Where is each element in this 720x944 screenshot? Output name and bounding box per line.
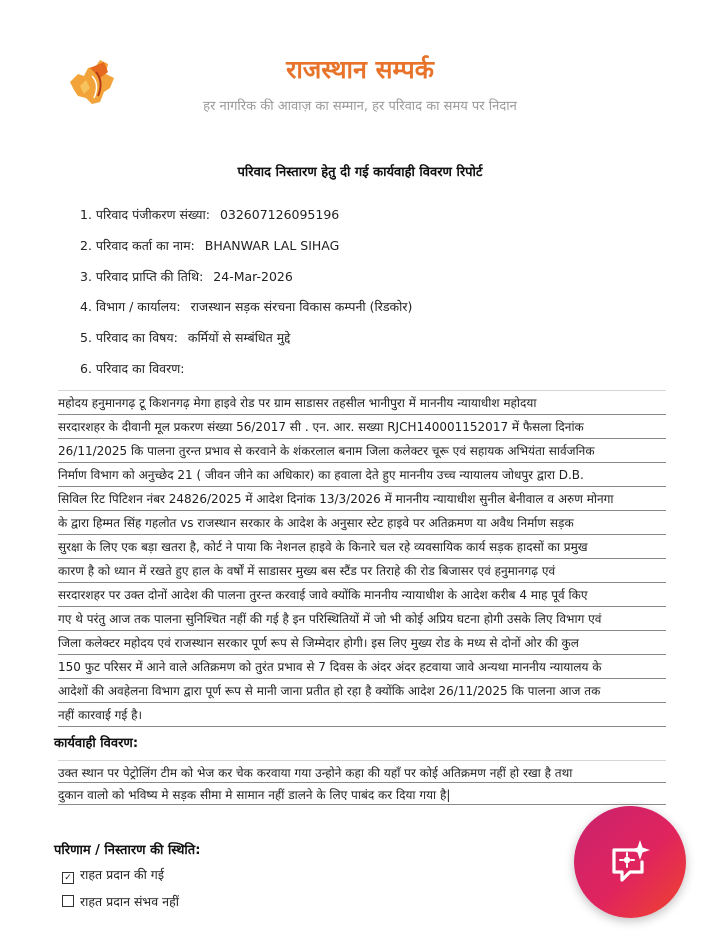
description-line: 26/11/2025 कि पालना तुरन्त प्रभाव से करवाने के शंकरलाल बनाम जिला कलेक्टर चूरू एवं सहायक अभियंता सार्वजनिक (58, 439, 666, 463)
action-heading: कार्यवाही विवरण: (54, 736, 139, 751)
result-heading: परिणाम / निस्तारण की स्थिति: (54, 843, 201, 858)
description-line: सुरक्षा के लिए एक बड़ा खतरा है, कोर्ट ने पाया कि नेशनल हाइवे के किनारे चल रहे व्यवसायिक कार्य सड़क हादसों का प्रमुख (58, 535, 666, 559)
description-line: सरदारशहर के दीवानी मूल प्रकरण संख्या 56/2017 सी . एन. आर. सख्या RJCH140001152017 में फैसला दिनांक (58, 415, 666, 439)
description-line: निर्माण विभाग को अनुच्छेद 21 ( जीवन जीने का अधिकार) का हवाला देते हुए माननीय उच्च न्यायालय जोधपुर द्वारा D.B. (58, 463, 666, 487)
description-line: सरदारशहर पर उक्त दोनों आदेश की पालना तुरन्त करवाई जावे क्योंकि माननीय न्यायाधीश के आदेश करीब 4 माह पूर्व किए (58, 583, 666, 607)
field-registration-number (80, 206, 339, 223)
field-value: BHANWAR LAL SIHAG (204, 238, 340, 253)
app-title: राजस्थान सम्पर्क (286, 55, 434, 84)
ai-assistant-button[interactable] (574, 806, 686, 918)
description-line: जिला कलेक्टर महोदय एवं राजस्थान सरकार पूर्ण रूप से जिम्मेदार होगी। इस लिए मुख्य रोड के मध्य से दोनों ओर की कुल (58, 631, 666, 655)
action-line: दुकान वालो को भविष्य मे सड़क सीमा मे सामान नहीं डालने के लिए पाबंद कर दिया गया है| (58, 783, 666, 805)
field-subject (80, 329, 290, 346)
field-description-label (80, 360, 194, 377)
field-label: 4. विभाग / कार्यालय: (80, 299, 181, 314)
checked-checkbox-icon[interactable]: ✓ (62, 872, 74, 884)
app-tagline: हर नागरिक की आवाज़ का सम्मान, हर परिवाद का समय पर निदान (203, 99, 517, 114)
description-line: गए थे परंतु आज तक पालना सुनिश्चित नहीं की गई है इन परिस्थितियों में जो भी कोई अप्रिय घटना होगी उसके लिए विभाग एवं (58, 607, 666, 631)
field-label: 2. परिवाद कर्ता का नाम: (80, 238, 195, 253)
field-label: 6. परिवाद का विवरण: (80, 361, 185, 376)
description-line: सिविल रिट पिटिशन नंबर 24826/2025 में आदेश दिनांक 13/3/2026 में माननीय न्यायाधीश सुनील बेनीवाल व अरुण मोनगा (58, 487, 666, 511)
field-label: 1. परिवाद पंजीकरण संख्या: (80, 207, 210, 222)
ai-sparkle-chat-icon (606, 838, 654, 886)
field-value: 032607126095196 (219, 207, 340, 222)
description-line: के द्वारा हिम्मत सिंह गहलोत vs राजस्थान सरकार के आदेश के अनुसार स्टेट हाइवे पर अतिक्रमण या अवैध निर्माण सड़क (58, 511, 666, 535)
field-received-date (80, 268, 293, 285)
report-title: परिवाद निस्तारण हेतु दी गई कार्यवाही विवरण रिपोर्ट (237, 165, 483, 180)
field-complainant-name (80, 237, 339, 254)
field-value: राजस्थान सड़क संरचना विकास कम्पनी (रिडकोर) (190, 299, 413, 314)
description-line: 150 फुट परिसर में आने वाले अतिक्रमण को तुरंत प्रभाव से 7 दिवस के अंदर अंदर हटवाया जावे अन्यथा माननीय न्यायालय के (58, 655, 666, 679)
result-option-relief-not-possible[interactable] (62, 893, 179, 910)
description-line: कारण है को ध्यान में रखते हुए हाल के वर्षों में साडासर मुख्य बस स्टैंड पर तिराहे की रोड बिजासर एवं हनुमानगढ़ एवं (58, 559, 666, 583)
unchecked-checkbox-icon[interactable] (62, 895, 74, 907)
field-label: 3. परिवाद प्राप्ति की तिथि: (80, 269, 204, 284)
field-value: कर्मियों से सम्बंधित मुद्दे (187, 330, 291, 345)
action-details (58, 760, 666, 805)
option-label: राहत प्रदान संभव नहीं (80, 894, 179, 909)
field-value: 24-Mar-2026 (213, 269, 293, 284)
description-line: महोदय हनुमानगढ़ टू किशनगढ़ मेगा हाइवे रोड पर ग्राम साडासर तहसील भानीपुरा में माननीय न्यायाधीश महोदया (58, 390, 666, 415)
result-option-relief-granted[interactable] (62, 866, 164, 884)
field-label: 5. परिवाद का विषय: (80, 330, 178, 345)
action-line: उक्त स्थान पर पेट्रोलिंग टीम को भेज कर चेक करवाया गया उन्होने कहा की यहाँ पर कोई अतिक्रमण नहीं हो रखा है तथा (58, 760, 666, 783)
description-line: नहीं कारवाई गई है। (58, 703, 666, 727)
field-department (80, 298, 412, 315)
header (0, 0, 720, 130)
complaint-description (58, 390, 666, 727)
rajasthan-map-logo-icon (60, 52, 140, 122)
description-line: आदेशों की अवहेलना विभाग द्वारा पूर्ण रूप से मानी जाना प्रतीत हो रहा है क्योंकि आदेश 26/11/2025 कि पालना आज तक (58, 679, 666, 703)
option-label: राहत प्रदान की गई (80, 867, 164, 882)
